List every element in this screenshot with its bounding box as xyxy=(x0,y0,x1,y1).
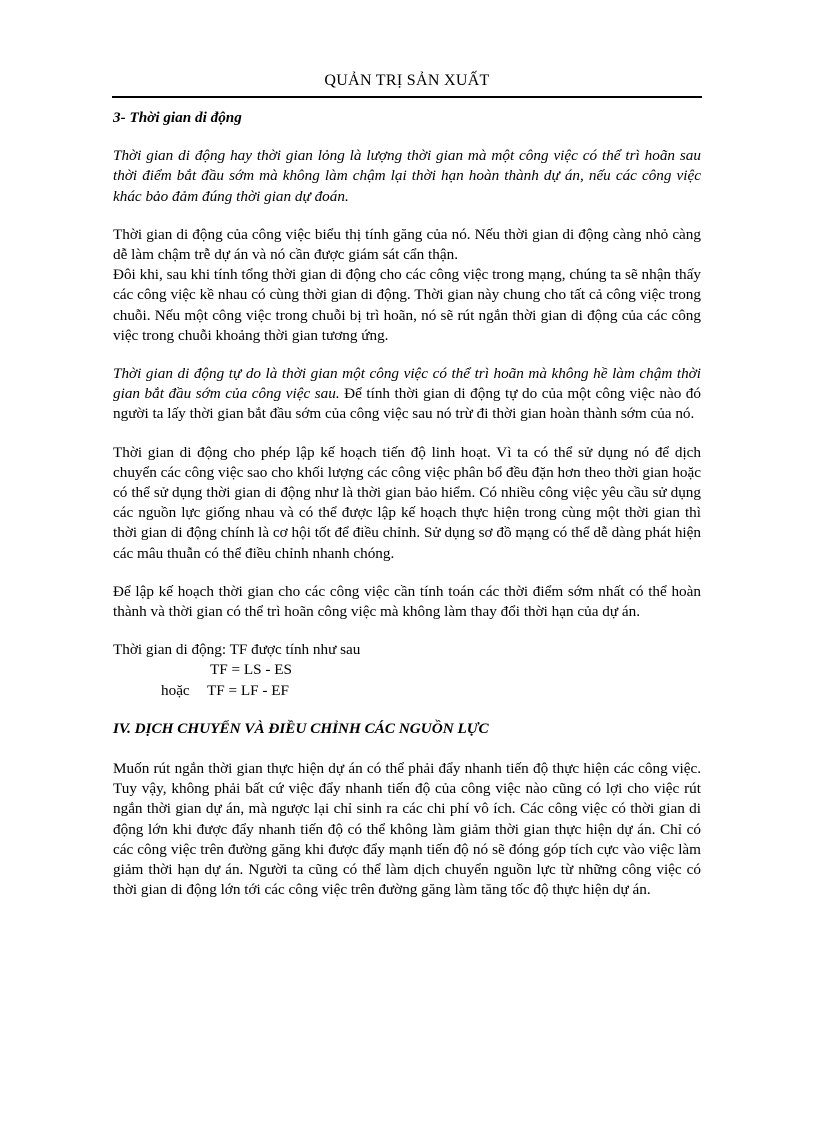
free-float-explanation: Để tính thời gian di động tự do của một công việc nào đó người ta lấy thời gian bắt đầu sớm của công việc sau nó trừ đi thời gian hoàn thành sớm của nó. xyxy=(113,385,701,423)
float-criticality-paragraph: Thời gian di động của công việc biểu thị tính găng của nó. Nếu thời gian di động càng nhỏ càng dễ làm chậm trễ dự án và nó cần được giám sát cẩn thận. xyxy=(113,225,701,264)
scheduling-calculation-paragraph: Để lập kế hoạch thời gian cho các công việc cần tính toán các thời điểm sớm nhất có thể hoàn thành và thời gian có thể trì hoãn công việc mà không làm thay đổi thời hạn của dự án. xyxy=(113,582,701,621)
formula-tf-lf-ef-text: TF = LF - EF xyxy=(207,681,289,699)
formula-tf-lf-ef xyxy=(113,681,701,701)
flexible-scheduling-paragraph: Thời gian di động cho phép lập kế hoạch tiến độ linh hoạt. Vì ta có thể sử dụng nó để dịch chuyển các công việc sao cho khối lượng các công việc phân bổ đều đặn hơn theo thời gian hoặc có thể sử dụng thời gian di động như là thời gian bảo hiểm. Có nhiều công việc yêu cầu sử dụng các nguồn lực giống nhau và có thể được lập kế hoạch thực hiện trong cùng một thời gian thì thời gian di động chính là cơ hội tốt để điều chỉnh. Sử dụng sơ đồ mạng có thể dễ dàng phát hiện các mâu thuẫn có thể điều chỉnh nhanh chóng. xyxy=(113,443,701,562)
formula-intro: Thời gian di động: TF được tính như sau xyxy=(113,641,361,659)
formula-or-word: hoặc xyxy=(161,681,190,699)
free-float-paragraph xyxy=(113,364,701,425)
section-4-title: IV. DỊCH CHUYỂN VÀ ĐIỀU CHỈNH CÁC NGUỒN LỰC xyxy=(113,719,489,737)
running-header: QUẢN TRỊ SẢN XUẤT xyxy=(324,72,490,89)
header-rule xyxy=(112,96,702,98)
resource-shifting-paragraph: Muốn rút ngắn thời gian thực hiện dự án có thể phải đẩy nhanh tiến độ thực hiện các công việc. Tuy vậy, không phải bất cứ việc đẩy nhanh tiến độ của công việc nào cũng có lợi cho việc rút ngắn thời gian dự án, mà ngược lại chỉ sinh ra các chi phí vô ích. Các công việc có thời gian di động lớn khi được đẩy nhanh tiến độ có thể không làm giảm thời gian thực hiện dự án. Chỉ có các công việc trên đường găng khi được đẩy mạnh tiến độ nó sẽ đóng góp tích cực vào việc làm giảm thời hạn dự án. Người ta cũng có thể làm dịch chuyển nguồn lực từ những công việc có thời gian di động lớn tới các công việc trên đường găng làm tăng tốc độ thực hiện dự án. xyxy=(113,760,701,899)
float-definition-paragraph: Thời gian di động hay thời gian lỏng là lượng thời gian mà một công việc có thể trì hoãn sau thời điểm bắt đầu sớm mà không làm chậm lại thời hạn hoàn thành dự án, nếu các công việc khác bảo đảm đúng thời gian dự đoán. xyxy=(113,147,701,205)
page-body xyxy=(113,108,701,901)
free-float-definition: Thời gian di động tự do là thời gian một công việc có thể trì hoãn mà không hề làm chậm thời gian bắt đầu sớm của công việc sau. xyxy=(113,365,701,403)
section-3-title: 3- Thời gian di động xyxy=(113,109,242,126)
formula-tf-ls-es: TF = LS - ES xyxy=(210,661,292,679)
chain-float-paragraph: Đôi khi, sau khi tính tổng thời gian di động cho các công việc trong mạng, chúng ta sẽ nhận thấy các công việc kề nhau có cùng thời gian di động. Thời gian này chung cho tất cả công việc trong chuỗi. Nếu một công việc trong chuỗi bị trì hoãn, nó sẽ rút ngắn thời gian di động của các công việc trong chuỗi khoảng thời gian tương ứng. xyxy=(113,266,701,344)
